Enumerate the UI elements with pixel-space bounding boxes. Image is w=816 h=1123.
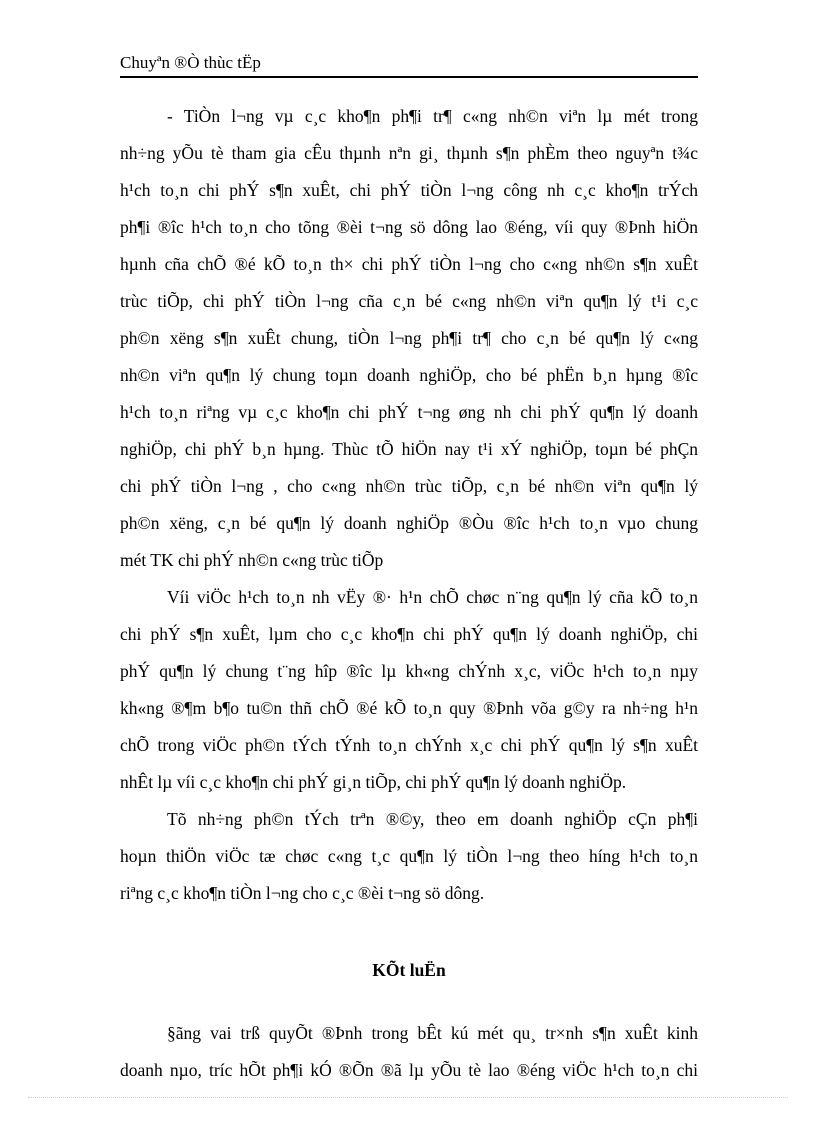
paragraph-3: [120, 801, 698, 912]
text-line: chi phÝ s¶n xuÊt, lµm cho c¸c kho¶n chi phÝ qu¶n lý doanh nghiÖp, chi: [120, 624, 698, 644]
text-line: nghiÖp, chi phÝ b¸n hµng. Thùc tÕ hiÖn nay t¹i xÝ nghiÖp, toµn bé phÇn: [120, 439, 698, 459]
header-divider: [120, 76, 698, 78]
text-line: nh÷ng yÕu tè tham gia cÊu thµnh nªn gi¸ thµnh s¶n phÈm theo nguyªn t¾c: [120, 143, 698, 163]
text-line: Víi viÖc h¹ch to¸n nh vËy ®· h¹n chÕ chøc n¨ng qu¶n lý cña kÕ to¸n: [167, 587, 698, 607]
spacer: [120, 989, 698, 1015]
page-bottom-border: [28, 1097, 788, 1098]
text-line: riªng c¸c kho¶n tiÒn l¬ng cho c¸c ®èi t¬ng sö dông.: [120, 883, 485, 903]
text-line: mét TK chi phÝ nh©n c«ng trùc tiÕp: [120, 550, 384, 570]
text-line: hoµn thiÖn viÖc tæ chøc c«ng t¸c qu¶n lý tiÒn l¬ng theo híng h¹ch to¸n: [120, 846, 698, 866]
text-line: ph©n xëng s¶n xuÊt chung, tiÒn l¬ng ph¶i tr¶ cho c¸n bé qu¶n lý c«ng: [120, 328, 698, 348]
text-line: Tõ nh÷ng ph©n tÝch trªn ®©y, theo em doanh nghiÖp cÇn ph¶i: [167, 809, 698, 829]
text-line: - TiÒn l¬ng vµ c¸c kho¶n ph¶i tr¶ c«ng nh©n viªn lµ mét trong: [167, 106, 698, 126]
section-heading: KÕt luËn: [372, 960, 446, 980]
text-line: kh«ng ®¶m b¶o tu©n thñ chÕ ®é kÕ to¸n quy ®Þnh võa g©y ra nh÷ng h¹n: [120, 698, 698, 718]
text-line: doanh nµo, tríc hÕt ph¶i kÓ ®Õn ®ã lµ yÕu tè lao ®éng viÖc h¹ch to¸n chi: [120, 1060, 698, 1080]
text-line: ph©n xëng, c¸n bé qu¶n lý doanh nghiÖp ®Òu ®îc h¹ch to¸n vµo chung: [120, 513, 698, 533]
text-line: nhÊt lµ víi c¸c kho¶n chi phÝ gi¸n tiÕp, chi phÝ qu¶n lý doanh nghiÖp.: [120, 772, 627, 792]
paragraph-1: [120, 98, 698, 579]
paragraph-2: [120, 579, 698, 801]
text-line: ph¶i ®îc h¹ch to¸n cho tõng ®èi t¬ng sö dông lao ®éng, víi quy ®Þnh hiÖn: [120, 217, 698, 237]
text-line: §ãng vai trß quyÕt ®Þnh trong bÊt kú mét qu¸ tr×nh s¶n xuÊt kinh: [167, 1023, 698, 1043]
text-line: hµnh cña chÕ ®é kÕ to¸n th× chi phÝ tiÒn l¬ng cho c«ng nh©n s¶n xuÊt: [120, 254, 698, 274]
text-line: phÝ qu¶n lý chung t¨ng hîp ®îc lµ kh«ng chÝnh x¸c, viÖc h¹ch to¸n nµy: [120, 661, 698, 681]
text-line: trùc tiÕp, chi phÝ tiÒn l¬ng cña c¸n bé c«ng nh©n viªn qu¶n lý t¹i c¸c: [120, 291, 698, 311]
text-line: h¹ch to¸n riªng vµ c¸c kho¶n chi phÝ t¬ng øng nh chi phÝ qu¶n lý doanh: [120, 402, 698, 422]
text-line: h¹ch to¸n chi phÝ s¶n xuÊt, chi phÝ tiÒn l¬ng công nh c¸c kho¶n trÝch: [120, 180, 698, 200]
paragraph-4: [120, 1015, 698, 1089]
spacer: [120, 912, 698, 952]
text-line: nh©n viªn qu¶n lý chung toµn doanh nghiÖp, cho bé phËn b¸n hµng ®îc: [120, 365, 698, 385]
text-line: chÕ trong viÖc ph©n tÝch tÝnh to¸n chÝnh x¸c chi phÝ qu¶n lý s¶n xuÊt: [120, 735, 698, 755]
document-body: [120, 98, 698, 1089]
running-header: Chuyªn ®Ò thùc tËp: [120, 53, 261, 72]
text-line: chi phÝ tiÒn l¬ng , cho c«ng nh©n trùc tiÕp, c¸n bé nh©n viªn qu¶n lý: [120, 476, 698, 496]
